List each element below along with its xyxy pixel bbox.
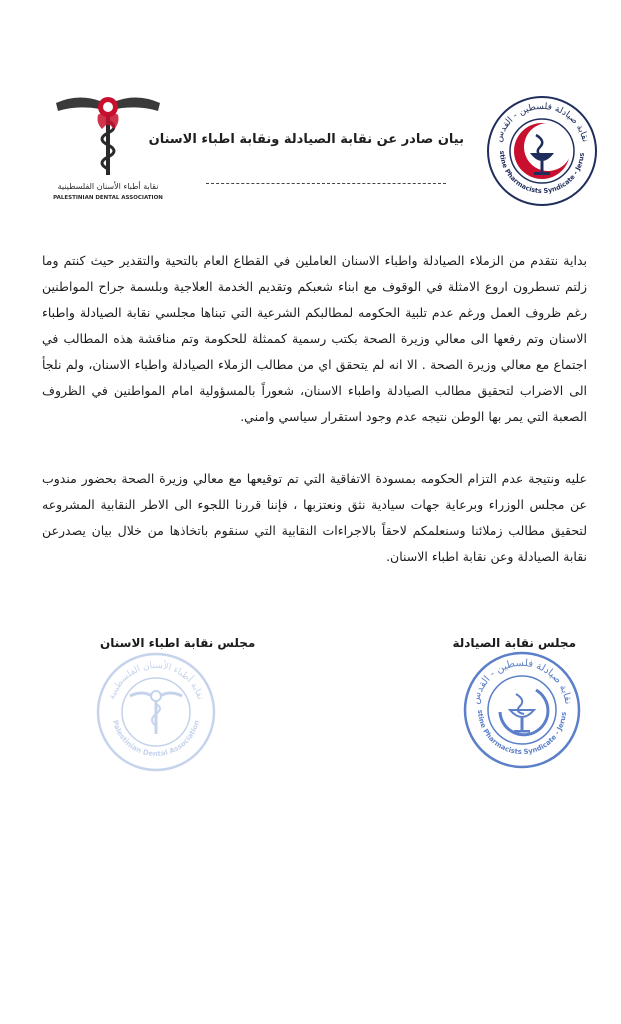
svg-text:نقابة صيادلة فلسطين - القدس: نقابة صيادلة فلسطين - القدس [493, 101, 590, 144]
dental-stamp [94, 650, 219, 775]
dental-logo-arabic-name: نقابة أطباء الأسنان الفلسطينية [57, 182, 159, 191]
statement-title: بيان صادر عن نقابة الصيادلة ونقابة اطباء الاسنان [148, 132, 464, 147]
title-separator-line [206, 183, 446, 184]
statement-paragraph-2: عليه ونتيجة عدم التزام الحكومه بمسودة الاتفاقية التي تم توقيعها مع معالي وزيرة الصحة بحضور مندوب عن مجلس الوزراء وبرعاية جهات سيادية نثق ونعتزبها ، فإننا قررنا اللجوء الى الاطر النقابية المشروعه لتحقيق مطالب زملائنا وسنعلمكم لاحقاً بالاجراءات النقابية التي سنقوم باتخاذها من خلال بيان يصدرعن نقابة الصيادلة وعن نقابة اطباء الاسنان. [42, 471, 587, 564]
pharmacists-syndicate-logo [486, 95, 598, 207]
svg-text:نقابة صيادلة فلسطين - القدس: نقابة صيادلة فلسطين - القدس [470, 657, 574, 706]
pharmacists-stamp [462, 650, 582, 770]
svg-text:Palestinian Dental Association: Palestinian Dental Association [110, 719, 202, 759]
svg-text:Palestine Pharmacists Syndicat: stine Pharmacists Syndicate - Jerus [497, 150, 586, 196]
svg-text:Palestine Pharmacists Syndicat: stine Pharmacists Syndicate - Jerus [475, 709, 568, 757]
dentists-council-signature: مجلس نقابة اطباء الاسنان [100, 636, 256, 650]
svg-text:نقابة أطباء الأسنان الفلسطينية: نقابة أطباء الأسنان الفلسطينية [106, 660, 206, 701]
dental-logo-english-name: PALESTINIAN DENTAL ASSOCIATION [53, 195, 163, 201]
pharmacists-council-signature: مجلس نقابة الصيادلة [452, 636, 576, 650]
statement-paragraph-1: بداية نتقدم من الزملاء الصيادلة واطباء الاسنان العاملين في القطاع العام بالتحية والتقدير حيث كنتم وما زلتم تسطرون اروع الامثلة في الوقوف مع ابناء شعبكم وتقديم الخدمة العلاجية وبلسمة جراح المواطنين رغم ظروف العمل ورغم عدم تلبية الحكومه لمطالبكم الشرعية التي تبناها مجلسي نقابة الصيادلة واطباء الاسنان وتم رفعها الى معالي وزيرة الصحة بكتب رسمية كممثلة للحكومة وتم مناقشة هذه المطالب في اجتماع مع معالي وزيرة الصحة . الا انه لم يتحقق اي من مطالب الزملاء الصيادلة واطباء الاسنان، ولم نلجأ الى الاضراب لتحقيق مطالب الصيادلة واطباء الاسنان، شعوراً بالمسؤولية امام المواطنين في الظروف الصعبة التي يمر بها الوطن نتيجه عدم وجود استقرار سياسي وامني. [42, 253, 587, 424]
